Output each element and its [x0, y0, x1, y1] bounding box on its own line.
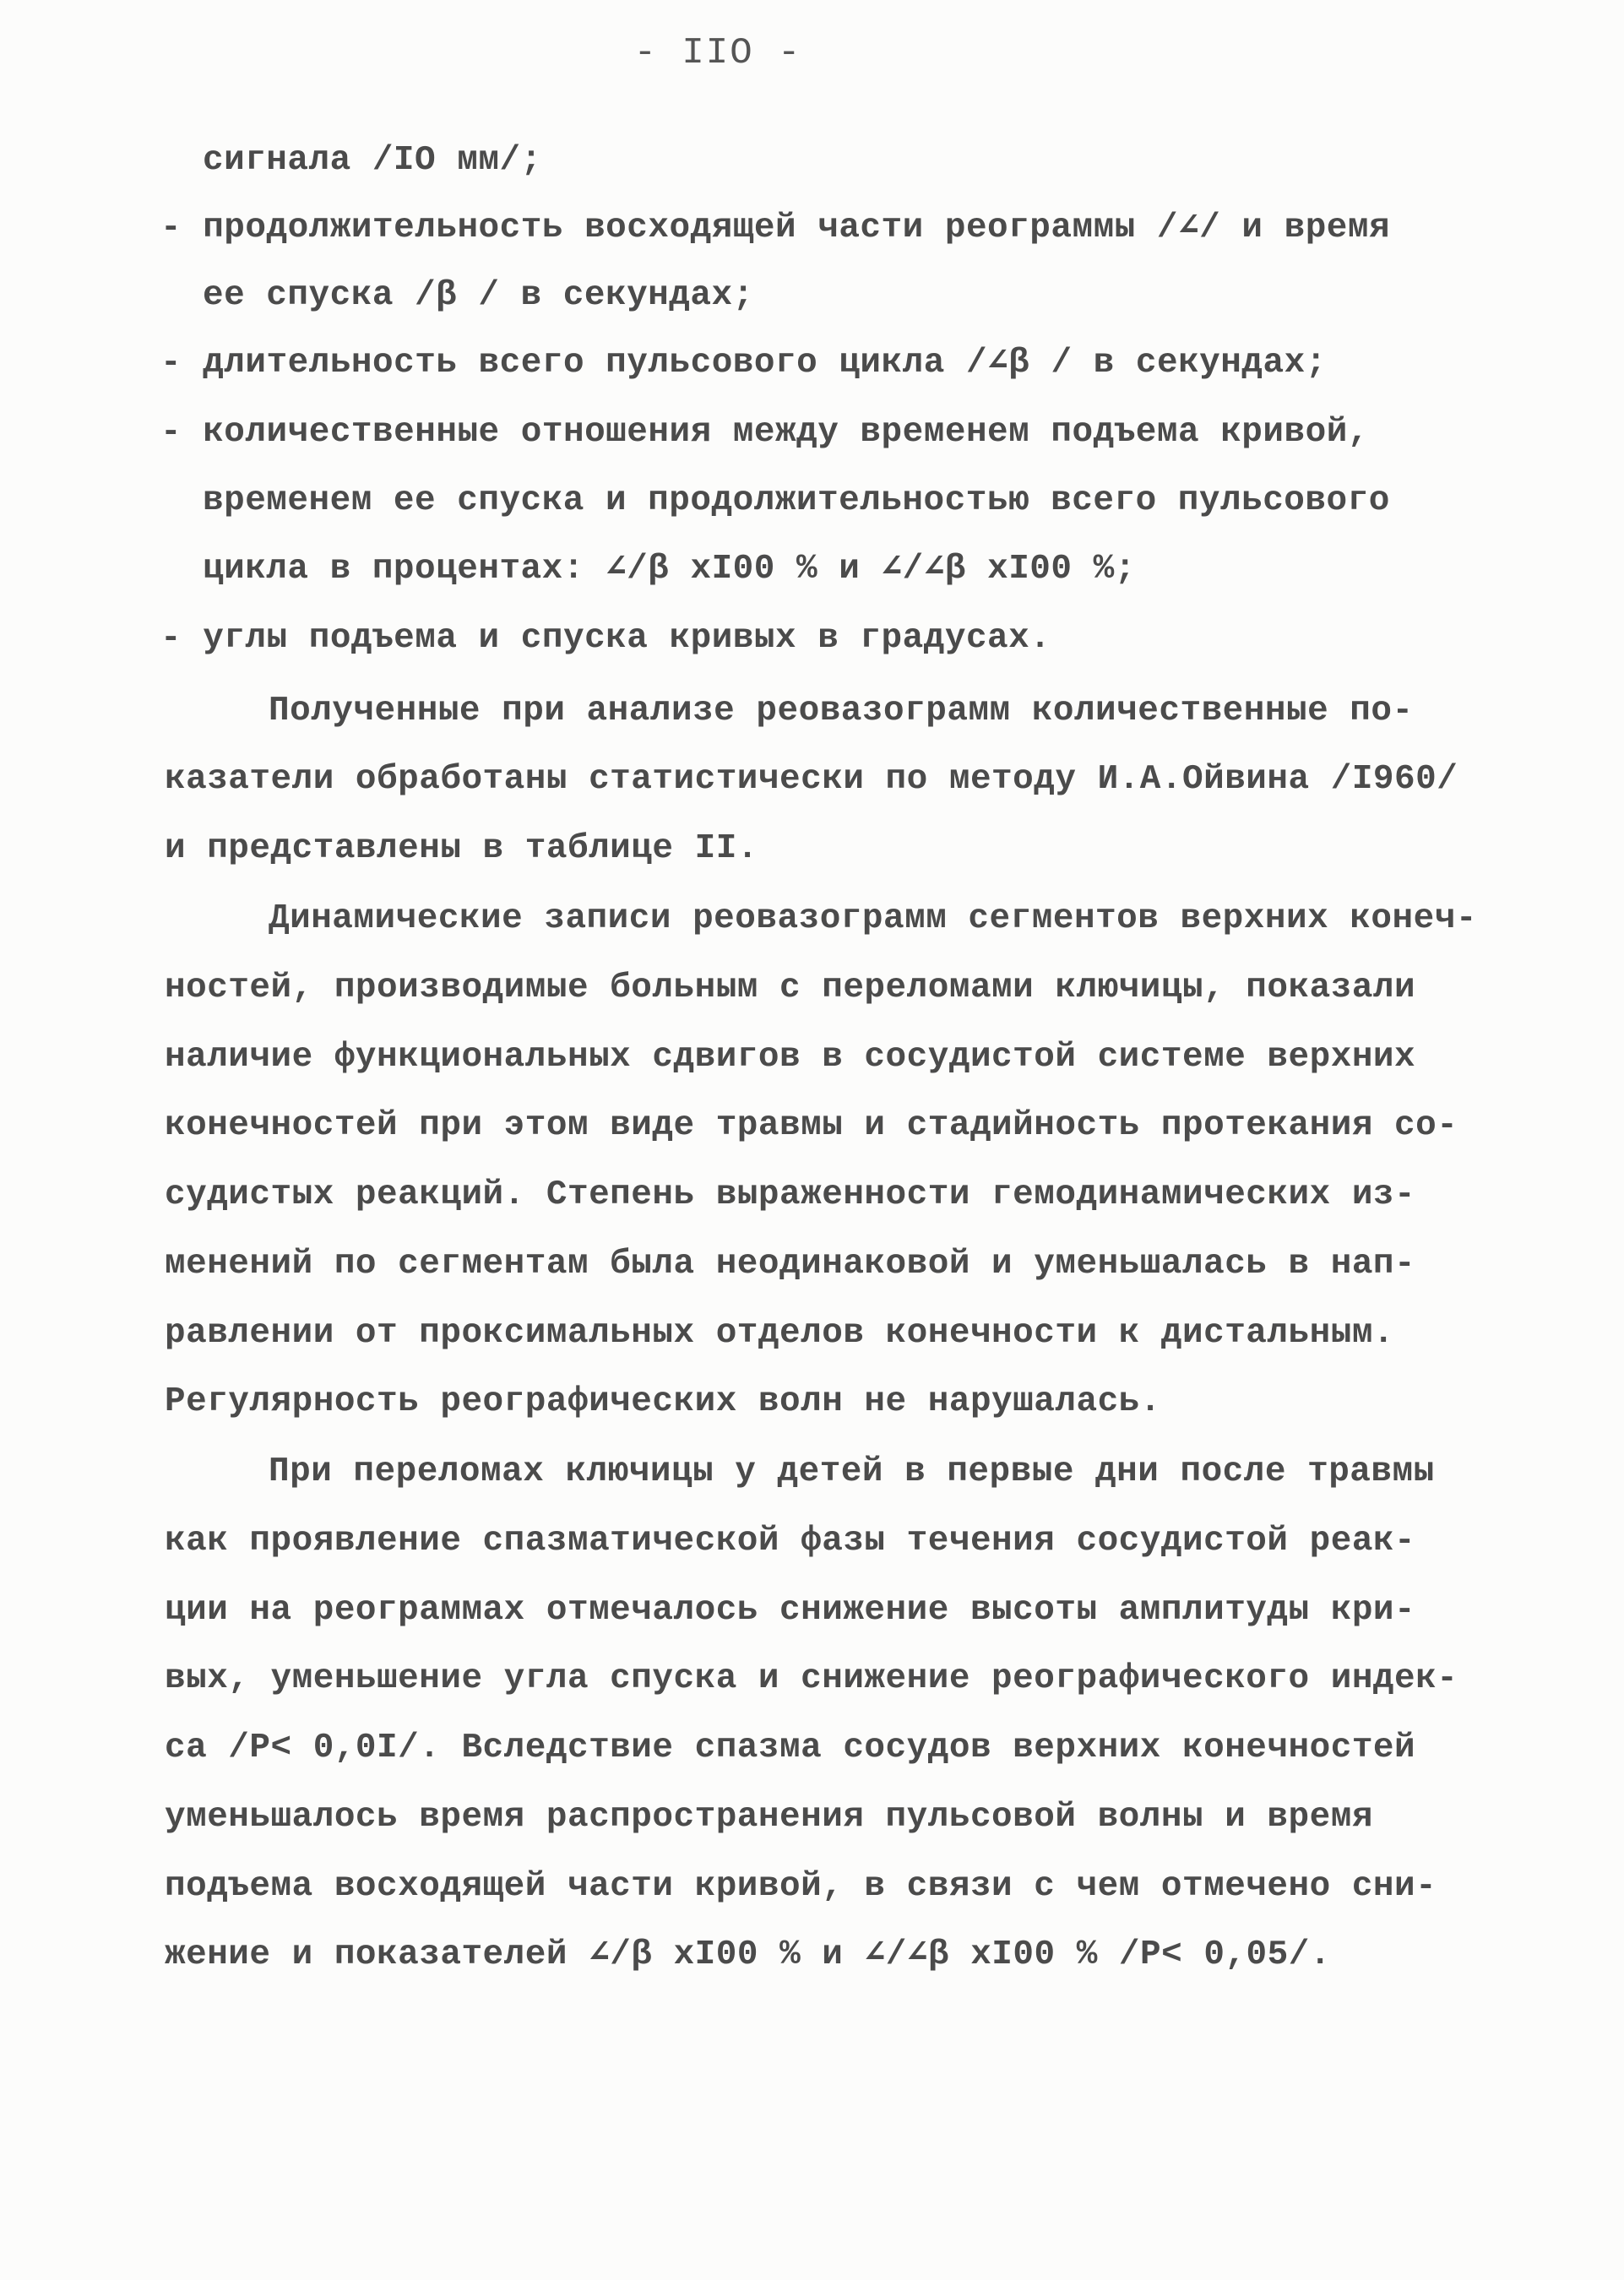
- paragraph-line: ции на реограммах отмечалось снижение высоты амплитуды кри-: [165, 1591, 1416, 1630]
- text-line: временем ее спуска и продолжительностью всего пульсового: [203, 481, 1390, 520]
- list-item: - длительность всего пульсового цикла /∠β / в секундах;: [160, 344, 1327, 383]
- paragraph-line: судистых реакций. Степень выраженности гемодинамических из-: [165, 1175, 1416, 1214]
- paragraph-line: ностей, производимые больным с переломами ключицы, показали: [165, 969, 1416, 1007]
- paragraph-line: Динамические записи реовазограмм сегментов верхних конеч-: [269, 899, 1477, 938]
- paragraph-line: уменьшалось время распространения пульсовой волны и время: [165, 1798, 1373, 1837]
- list-item: - продолжительность восходящей части реограммы /∠/ и время: [160, 209, 1391, 247]
- paragraph-line: Полученные при анализе реовазограмм количественные по-: [269, 692, 1414, 730]
- paragraph-line: наличие функциональных сдвигов в сосудистой системе верхних: [165, 1038, 1416, 1077]
- paragraph-line: равлении от проксимальных отделов конечности к дистальным.: [165, 1314, 1395, 1353]
- paragraph-line: жение и показателей ∠/β xI00 % и ∠/∠β xI00 % /P< 0,05/.: [165, 1935, 1331, 1974]
- text-line: сигнала /IO мм/;: [203, 141, 542, 180]
- paragraph-line: как проявление спазматической фазы течения сосудистой реак-: [165, 1522, 1416, 1561]
- text-line: цикла в процентах: ∠/β xI00 % и ∠/∠β xI00 %;: [203, 550, 1136, 589]
- list-item: - углы подъема и спуска кривых в градусах.: [160, 619, 1051, 658]
- paragraph-line: казатели обработаны статистически по методу И.А.Ойвина /I960/: [165, 760, 1458, 799]
- paragraph-line: вых, уменьшение угла спуска и снижение реографического индек-: [165, 1659, 1458, 1698]
- paragraph-line: конечностей при этом виде травмы и стадийность протекания со-: [165, 1106, 1458, 1145]
- paragraph-line: Регулярность реографических волн не нарушалась.: [165, 1382, 1161, 1421]
- paragraph-line: При переломах ключицы у детей в первые дни после травмы: [269, 1452, 1435, 1491]
- list-item: - количественные отношения между временем подъема кривой,: [160, 413, 1369, 452]
- paragraph-line: менений по сегментам была неодинаковой и уменьшалась в нап-: [165, 1245, 1416, 1284]
- paragraph-line: са /P< 0,0I/. Вследствие спазма сосудов верхних конечностей: [165, 1729, 1416, 1767]
- paragraph-line: подъема восходящей части кривой, в связи с чем отмечено сни-: [165, 1867, 1437, 1906]
- page-number: - IIO -: [633, 32, 802, 74]
- text-line: ее спуска /β / в секундах;: [203, 276, 754, 315]
- paragraph-line: и представлены в таблице II.: [165, 829, 758, 868]
